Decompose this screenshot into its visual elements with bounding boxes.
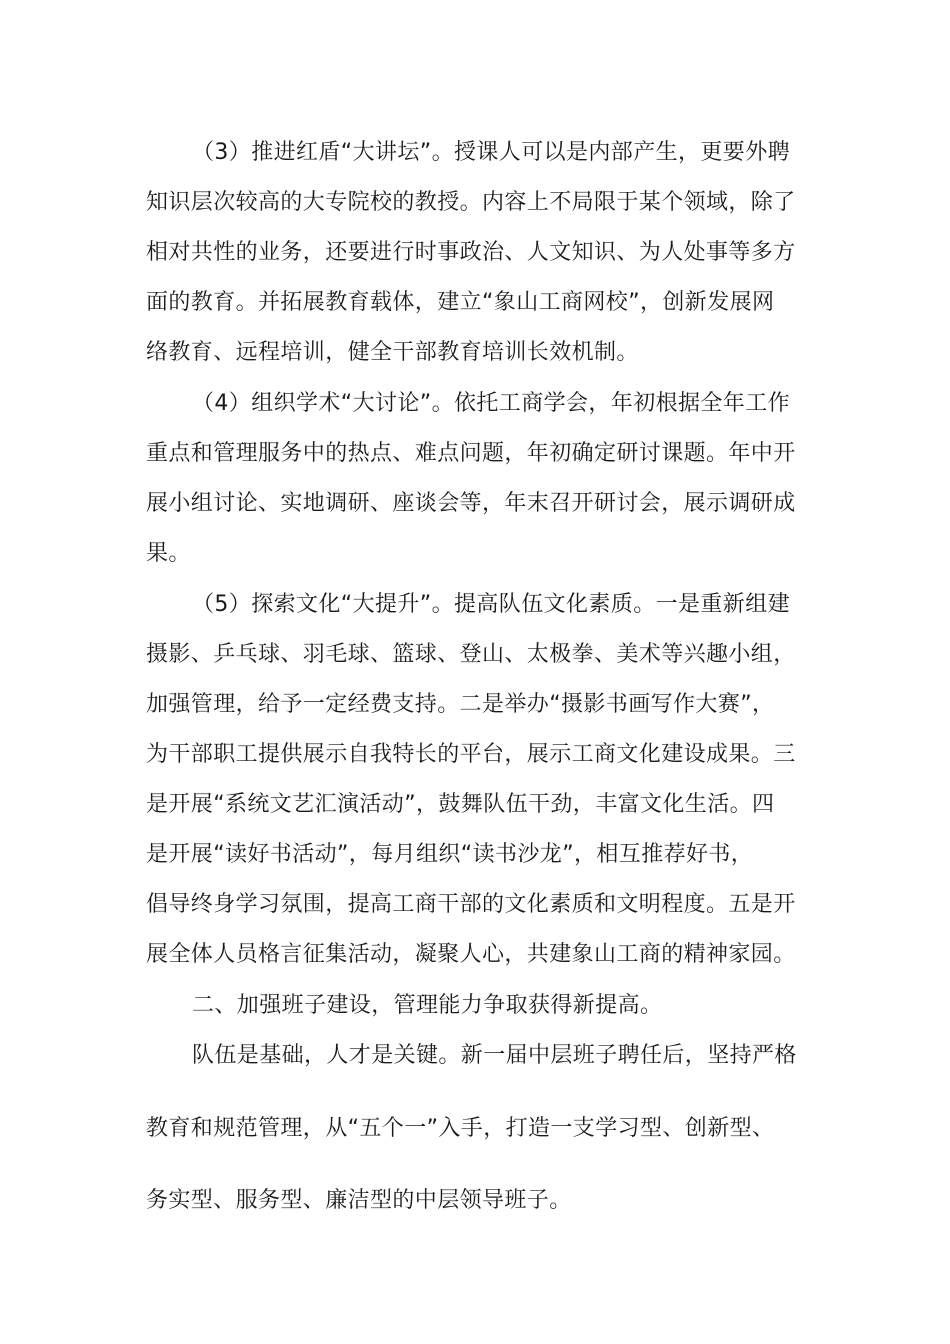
paragraph-5-line-5: 是开展“系统文艺汇演活动”，鼓舞队伍干劲，丰富文化生活。四 <box>146 792 775 817</box>
paragraph-5-line-2: 摄影、乒乓球、羽毛球、篮球、登山、太极拳、美术等兴趣小组， <box>146 642 796 667</box>
paragraph-5-line-6: 是开展“读好书活动”，每月组织“读书沙龙”，相互推荐好书， <box>146 842 754 867</box>
paragraph-5-line-4: 为干部职工提供展示自我特长的平台，展示工商文化建设成果。三 <box>146 742 796 767</box>
paragraph-4-line-4: 果。 <box>146 541 191 566</box>
paragraph-4-line-2: 重点和管理服务中的热点、难点问题，年初确定研讨课题。年中开 <box>146 441 796 466</box>
paragraph-3-line-1: （3）推进红盾“大讲坛”。授课人可以是内部产生，更要外聘 <box>192 140 790 165</box>
paragraph-4-line-3: 展小组讨论、实地调研、座谈会等，年末召开研讨会，展示调研成 <box>146 491 796 516</box>
paragraph-4-line-1: （4）组织学术“大讨论”。依托工商学会，年初根据全年工作 <box>192 391 790 416</box>
paragraph-3-line-5: 络教育、远程培训，健全干部教育培训长效机制。 <box>146 340 639 365</box>
paragraph-3-line-4: 面的教育。并拓展教育载体，建立“象山工商网校”，创新发展网 <box>146 290 775 315</box>
paragraph-6-line-2: 教育和规范管理，从“五个一”入手，打造一支学习型、创新型、 <box>146 1116 775 1141</box>
paragraph-6-line-1: 队伍是基础，人才是关键。新一届中层班子聘任后，坚持严格 <box>192 1043 797 1068</box>
paragraph-3-line-3: 相对共性的业务，还要进行时事政治、人文知识、为人处事等多方 <box>146 240 796 265</box>
paragraph-5-line-7: 倡导终身学习氛围，提高工商干部的文化素质和文明程度。五是开 <box>146 892 796 917</box>
section-heading-2: 二、加强班子建设，管理能力争取获得新提高。 <box>192 993 663 1018</box>
paragraph-5-line-8: 展全体人员格言征集活动，凝聚人心，共建象山工商的精神家园。 <box>146 942 796 967</box>
paragraph-5-line-3: 加强管理，给予一定经费支持。二是举办“摄影书画写作大赛”， <box>146 692 775 717</box>
paragraph-6-line-3: 务实型、服务型、廉洁型的中层领导班子。 <box>146 1188 572 1213</box>
paragraph-3-line-2: 知识层次较高的大专院校的教授。内容上不局限于某个领域，除了 <box>146 190 796 215</box>
paragraph-5-line-1: （5）探索文化“大提升”。提高队伍文化素质。一是重新组建 <box>192 592 790 617</box>
